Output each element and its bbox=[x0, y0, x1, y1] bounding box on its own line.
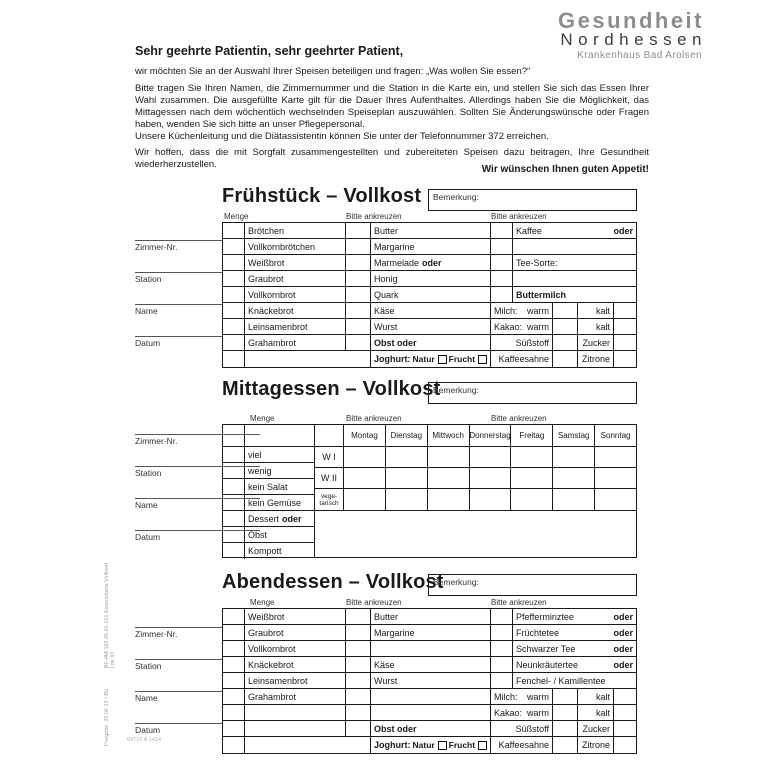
document-code: 64716 A 1414 bbox=[127, 737, 162, 743]
drink-cell bbox=[513, 271, 636, 286]
day-checkbox-cell[interactable] bbox=[553, 468, 595, 488]
spread-cell bbox=[371, 705, 491, 720]
date-label: Datum bbox=[135, 532, 161, 542]
day-checkbox-cell[interactable] bbox=[470, 447, 512, 467]
table-row bbox=[223, 625, 636, 641]
breakfast-check-header-1: Bitte ankreuzen bbox=[346, 212, 402, 221]
checkbox-cell[interactable] bbox=[491, 287, 513, 302]
dinner-check-header-1: Bitte ankreuzen bbox=[346, 598, 402, 607]
breakfast-remark-box[interactable] bbox=[428, 189, 637, 211]
lunch-table bbox=[222, 424, 637, 558]
salutation: Sehr geehrte Patientin, sehr geehrter Patient, bbox=[135, 44, 404, 58]
checkbox-cell[interactable] bbox=[491, 641, 513, 656]
quantity-cell[interactable] bbox=[223, 223, 245, 238]
checkbox-cell[interactable] bbox=[491, 271, 513, 286]
amount-cell: kein Gemüse bbox=[248, 497, 302, 508]
bread-cell bbox=[245, 705, 346, 720]
spread-cell: Butter bbox=[371, 223, 491, 238]
spread-cell: Obst oder bbox=[371, 721, 491, 736]
station-label: Station bbox=[135, 468, 162, 478]
document-side-note: Freigabe: 20.06.13 / BU bbox=[104, 688, 110, 746]
day-checkbox-cell[interactable] bbox=[344, 489, 386, 511]
table-row bbox=[223, 721, 636, 737]
checkbox-cell[interactable] bbox=[614, 303, 636, 318]
station-label: Station bbox=[135, 274, 162, 284]
checkbox-cell[interactable] bbox=[223, 543, 245, 559]
spread-cell: Käse bbox=[371, 657, 491, 672]
checkbox-cell[interactable] bbox=[346, 609, 371, 624]
checkbox-cell[interactable] bbox=[491, 255, 513, 270]
dinner-title: Abendessen – Vollkost bbox=[222, 571, 444, 593]
checkbox-cell[interactable] bbox=[223, 495, 245, 510]
quantity-cell[interactable] bbox=[223, 705, 245, 720]
quantity-cell[interactable] bbox=[223, 239, 245, 254]
bread-cell: Knäckebrot bbox=[245, 303, 346, 318]
amount-cell: kein Salat bbox=[248, 481, 288, 492]
table-row bbox=[223, 609, 636, 625]
spread-cell: Margarine bbox=[371, 239, 491, 254]
drink-cell: Kaffee oder bbox=[516, 225, 633, 236]
checkbox-cell[interactable] bbox=[553, 737, 578, 753]
empty-cell bbox=[245, 425, 314, 446]
option-label-cell: Milch: warm bbox=[491, 689, 553, 704]
logo-line-nordhessen: Nordhessen bbox=[560, 30, 707, 49]
drink-cell: Pfefferminztee oder bbox=[516, 611, 633, 622]
quantity-cell[interactable] bbox=[223, 673, 245, 688]
hospital-logo bbox=[557, 8, 707, 61]
breakfast-remark-label: Bemerkung: bbox=[433, 192, 479, 202]
dinner-table bbox=[222, 608, 637, 754]
day-checkbox-cell[interactable] bbox=[428, 468, 470, 488]
spread-cell: Honig bbox=[371, 271, 491, 286]
dinner-remark-box[interactable] bbox=[428, 574, 637, 596]
drink-cell: Tee-Sorte: bbox=[516, 257, 558, 268]
table-row bbox=[223, 657, 636, 673]
spread-cell: Margarine bbox=[371, 625, 491, 640]
table-row bbox=[223, 351, 636, 367]
bread-cell: Graubrot bbox=[245, 271, 346, 286]
bread-cell: Knäckebrot bbox=[245, 657, 346, 672]
spread-cell: Wurst bbox=[371, 673, 491, 688]
spread-cell: Butter bbox=[371, 609, 491, 624]
bread-cell: Grahambrot bbox=[245, 335, 346, 350]
checkbox-cell[interactable] bbox=[346, 223, 371, 238]
spread-cell: Wurst bbox=[371, 319, 491, 334]
checkbox-cell[interactable] bbox=[614, 351, 636, 367]
checkbox-cell[interactable] bbox=[614, 737, 636, 753]
weekday-header-row bbox=[315, 425, 636, 447]
table-row bbox=[223, 287, 636, 303]
table-row bbox=[223, 239, 636, 255]
table-row bbox=[223, 641, 636, 657]
option-label-cell: Zitrone bbox=[578, 737, 614, 753]
bread-cell: Leinsamenbrot bbox=[245, 673, 346, 688]
table-row bbox=[223, 255, 636, 271]
checkbox-icon[interactable] bbox=[438, 355, 447, 364]
checkbox-cell[interactable] bbox=[491, 223, 513, 238]
day-checkbox-cell[interactable] bbox=[470, 468, 512, 488]
bread-cell: Vollkornbrot bbox=[245, 287, 346, 302]
dessert-cell: Obst bbox=[248, 529, 268, 540]
lunch-check-header-1: Bitte ankreuzen bbox=[346, 414, 402, 423]
checkbox-cell[interactable] bbox=[346, 657, 371, 672]
option-label-cell: kalt bbox=[578, 705, 614, 720]
day-checkbox-cell[interactable] bbox=[595, 447, 636, 467]
room-label: Zimmer-Nr. bbox=[135, 629, 178, 639]
drink-cell: Früchtetee oder bbox=[516, 627, 633, 638]
logo-subtitle: Krankenhaus Bad Arolsen bbox=[577, 50, 702, 61]
bread-cell bbox=[245, 721, 346, 736]
checkbox-cell[interactable] bbox=[346, 287, 371, 302]
quantity-cell[interactable] bbox=[223, 737, 245, 753]
checkbox-cell[interactable] bbox=[491, 657, 513, 672]
table-row bbox=[223, 479, 314, 495]
checkbox-cell[interactable] bbox=[491, 673, 513, 688]
option-label-cell: kalt bbox=[578, 689, 614, 704]
quantity-cell[interactable] bbox=[223, 625, 245, 640]
breakfast-title: Frühstück – Vollkost bbox=[222, 185, 422, 207]
dinner-menge-header: Menge bbox=[250, 598, 275, 607]
option-label-cell: Süßstoff bbox=[491, 335, 553, 350]
quantity-cell[interactable] bbox=[223, 335, 245, 350]
quantity-cell[interactable] bbox=[223, 721, 245, 736]
table-row bbox=[223, 527, 314, 543]
name-label: Name bbox=[135, 306, 158, 316]
quantity-cell[interactable] bbox=[223, 641, 245, 656]
checkbox-cell[interactable] bbox=[346, 271, 371, 286]
day-checkbox-cell[interactable] bbox=[511, 489, 553, 511]
drink-cell: Neunkräutertee oder bbox=[516, 659, 633, 670]
table-row bbox=[223, 495, 314, 511]
day-checkbox-cell[interactable] bbox=[386, 447, 428, 467]
lunch-week-grid bbox=[315, 425, 636, 511]
dessert-cell: Kompott bbox=[248, 546, 282, 556]
spread-cell: Käse bbox=[371, 303, 491, 318]
quantity-cell[interactable] bbox=[223, 689, 245, 704]
weekday-header: Freitag bbox=[511, 425, 553, 446]
option-label-cell: Zitrone bbox=[578, 351, 614, 367]
breakfast-menge-header: Menge bbox=[224, 212, 249, 221]
table-row bbox=[223, 303, 636, 319]
lunch-check-header-2: Bitte ankreuzen bbox=[491, 414, 547, 423]
station-label: Station bbox=[135, 661, 162, 671]
option-label-cell: Kakao: warm bbox=[491, 705, 553, 720]
weekday-header: Donnerstag bbox=[470, 425, 512, 446]
date-label: Datum bbox=[135, 338, 161, 348]
date-label: Datum bbox=[135, 725, 161, 735]
table-row bbox=[223, 223, 636, 239]
lunch-remark-box[interactable] bbox=[428, 382, 637, 404]
spread-cell bbox=[371, 641, 491, 656]
dinner-remark-label: Bemerkung: bbox=[433, 577, 479, 587]
checkbox-cell[interactable] bbox=[346, 239, 371, 254]
amount-cell: wenig bbox=[248, 465, 272, 476]
drink-cell: Buttermilch bbox=[516, 289, 567, 300]
table-row bbox=[223, 447, 314, 463]
bread-cell: Vollkornbrötchen bbox=[245, 239, 346, 254]
option-label-cell: Milch: warm bbox=[491, 303, 553, 318]
table-row bbox=[223, 463, 314, 479]
table-row bbox=[223, 425, 314, 447]
lunch-menge-header: Menge bbox=[250, 414, 275, 423]
day-checkbox-cell[interactable] bbox=[511, 447, 553, 467]
table-row bbox=[223, 673, 636, 689]
checkbox-cell[interactable] bbox=[491, 609, 513, 624]
quantity-cell[interactable] bbox=[223, 351, 245, 367]
table-row bbox=[223, 705, 636, 721]
option-label-cell: Kakao: warm bbox=[491, 319, 553, 334]
checkbox-cell[interactable] bbox=[553, 721, 578, 736]
checkbox-cell[interactable] bbox=[553, 303, 578, 318]
checkbox-icon[interactable] bbox=[438, 741, 447, 750]
checkbox-cell[interactable] bbox=[614, 319, 636, 334]
dessert-cell: Dessert oder bbox=[248, 513, 302, 524]
option-label-cell: Zucker bbox=[578, 335, 614, 350]
checkbox-cell[interactable] bbox=[614, 705, 636, 720]
empty-cell bbox=[245, 351, 371, 367]
wishes-paragraph: Wir hoffen, dass die mit Sorgfalt zusammengestellten und zubereiteten Speisen dazu beitragen, Ihre Gesundheit wiederherzustellen. bbox=[135, 147, 649, 170]
menu-label: vege- tarisch bbox=[315, 489, 344, 511]
joghurt-cell: Joghurt: Natur Frucht bbox=[371, 737, 491, 753]
checkbox-cell[interactable] bbox=[346, 303, 371, 318]
day-checkbox-cell[interactable] bbox=[511, 468, 553, 488]
lunch-amount-column bbox=[223, 425, 315, 557]
option-label-cell: Zucker bbox=[578, 721, 614, 736]
menu-row-w2 bbox=[315, 468, 636, 489]
checkbox-cell[interactable] bbox=[346, 641, 371, 656]
bread-cell: Graubrot bbox=[245, 625, 346, 640]
quantity-cell[interactable] bbox=[223, 255, 245, 270]
weekday-header: Dienstag bbox=[386, 425, 428, 446]
spread-cell bbox=[371, 689, 491, 704]
empty-cell bbox=[315, 425, 344, 446]
day-checkbox-cell[interactable] bbox=[428, 489, 470, 511]
table-row bbox=[223, 335, 636, 351]
logo-line-gesundheit: Gesundheit bbox=[557, 8, 704, 33]
table-row bbox=[223, 737, 636, 753]
amount-cell: viel bbox=[248, 449, 262, 460]
spread-cell: Obst oder bbox=[371, 335, 491, 350]
drink-cell bbox=[513, 239, 636, 254]
checkbox-cell[interactable] bbox=[346, 705, 371, 720]
checkbox-cell[interactable] bbox=[346, 335, 371, 350]
option-label-cell: kalt bbox=[578, 303, 614, 318]
bread-cell: Weißbrot bbox=[245, 255, 346, 270]
weekday-header: Mittwoch bbox=[428, 425, 470, 446]
checkbox-cell[interactable] bbox=[223, 479, 245, 494]
option-label-cell: Kaffeesahne bbox=[491, 351, 553, 367]
table-row bbox=[223, 689, 636, 705]
day-checkbox-cell[interactable] bbox=[470, 489, 512, 511]
breakfast-check-header-2: Bitte ankreuzen bbox=[491, 212, 547, 221]
checkbox-cell[interactable] bbox=[223, 447, 245, 462]
checkbox-cell[interactable] bbox=[614, 335, 636, 350]
empty-cell bbox=[245, 737, 371, 753]
drink-cell: Schwarzer Tee oder bbox=[516, 643, 633, 654]
checkbox-cell[interactable] bbox=[614, 721, 636, 736]
quantity-cell[interactable] bbox=[223, 319, 245, 334]
option-label-cell: Süßstoff bbox=[491, 721, 553, 736]
day-checkbox-cell[interactable] bbox=[386, 468, 428, 488]
checkbox-cell[interactable] bbox=[553, 335, 578, 350]
checkbox-cell[interactable] bbox=[346, 673, 371, 688]
room-label: Zimmer-Nr. bbox=[135, 242, 178, 252]
menu-label: W I bbox=[315, 447, 344, 467]
option-label-cell: kalt bbox=[578, 319, 614, 334]
checkbox-cell[interactable] bbox=[491, 239, 513, 254]
bread-cell: Brötchen bbox=[245, 223, 346, 238]
menu-row-w1 bbox=[315, 447, 636, 468]
checkbox-cell[interactable] bbox=[346, 721, 371, 736]
day-checkbox-cell[interactable] bbox=[428, 447, 470, 467]
spread-cell: Marmelade oder bbox=[371, 255, 491, 270]
checkbox-cell[interactable] bbox=[553, 319, 578, 334]
checkbox-cell[interactable] bbox=[223, 527, 245, 542]
quantity-cell[interactable] bbox=[223, 657, 245, 672]
drink-cell: Fenchel- / Kamillentee bbox=[516, 675, 606, 686]
checkbox-icon[interactable] bbox=[478, 741, 487, 750]
day-checkbox-cell[interactable] bbox=[595, 468, 636, 488]
quantity-cell[interactable] bbox=[223, 609, 245, 624]
intro-paragraph: wir möchten Sie an der Auswahl Ihrer Speisen beteiligen und fragen: „Was wollen Sie essen?“ bbox=[135, 66, 531, 77]
weekday-header: Sonntag bbox=[600, 431, 631, 440]
quantity-cell[interactable] bbox=[223, 271, 245, 286]
table-row bbox=[223, 271, 636, 287]
breakfast-table bbox=[222, 222, 637, 368]
weekday-header: Samstag bbox=[553, 425, 595, 446]
menu-label: W II bbox=[315, 468, 344, 488]
table-row bbox=[223, 319, 636, 335]
table-row bbox=[223, 543, 314, 559]
menu-row-vegetarian bbox=[315, 489, 636, 511]
name-label: Name bbox=[135, 500, 158, 510]
instructions-paragraph: Bitte tragen Sie Ihren Namen, die Zimmernummer und die Station in die Karte ein, und stellen Sie sich das Essen Ihrer Wahl zusammen. Die ausgefüllte Karte gilt für die Dauer Ihres Aufenthaltes. Allerdings haben Sie die Möglichkeit, das Mittagessen nach dem wöchentlich wechselnden Speiseplan auszuwählen. Sollten Sie Änderungswünsche oder Fragen haben, wenden Sie sich bitte an unser Pflegepersonal. bbox=[135, 83, 649, 130]
closing-line: Wir wünschen Ihnen guten Appetit! bbox=[481, 164, 649, 175]
empty-cell bbox=[223, 425, 245, 446]
day-checkbox-cell[interactable] bbox=[344, 447, 386, 467]
lunch-remark-label: Bemerkung: bbox=[433, 385, 479, 395]
spread-cell: Quark bbox=[371, 287, 491, 302]
bread-cell: Grahambrot bbox=[245, 689, 346, 704]
weekday-header: Montag bbox=[344, 425, 386, 446]
room-label: Zimmer-Nr. bbox=[135, 436, 178, 446]
checkbox-cell[interactable] bbox=[553, 705, 578, 720]
table-row bbox=[223, 511, 314, 527]
quantity-cell[interactable] bbox=[223, 303, 245, 318]
document-side-note: BF-IAA 102.06.01-101 Essenskarte Vollkost Lite 03 bbox=[104, 562, 116, 668]
checkbox-cell[interactable] bbox=[614, 689, 636, 704]
bread-cell: Leinsamenbrot bbox=[245, 319, 346, 334]
quantity-cell[interactable] bbox=[223, 287, 245, 302]
name-label: Name bbox=[135, 693, 158, 703]
checkbox-cell[interactable] bbox=[553, 351, 578, 367]
joghurt-cell: Joghurt: Natur Frucht bbox=[371, 351, 491, 367]
checkbox-cell[interactable] bbox=[346, 255, 371, 270]
bread-cell: Weißbrot bbox=[245, 609, 346, 624]
checkbox-icon[interactable] bbox=[478, 355, 487, 364]
checkbox-cell[interactable] bbox=[553, 689, 578, 704]
checkbox-cell[interactable] bbox=[491, 625, 513, 640]
option-label-cell: Kaffeesahne bbox=[491, 737, 553, 753]
dinner-check-header-2: Bitte ankreuzen bbox=[491, 598, 547, 607]
phone-paragraph: Unsere Küchenleitung und die Diätassistentin können Sie unter der Telefonnummer 372 erreichen. bbox=[135, 131, 549, 142]
checkbox-cell[interactable] bbox=[346, 625, 371, 640]
day-checkbox-cell[interactable] bbox=[553, 489, 595, 511]
bread-cell: Vollkornbrot bbox=[245, 641, 346, 656]
lunch-title: Mittagessen – Vollkost bbox=[222, 378, 441, 400]
checkbox-cell[interactable] bbox=[223, 463, 245, 478]
day-checkbox-cell[interactable] bbox=[386, 489, 428, 511]
day-checkbox-cell[interactable] bbox=[595, 489, 636, 511]
checkbox-cell[interactable] bbox=[346, 689, 371, 704]
checkbox-cell[interactable] bbox=[223, 511, 245, 526]
checkbox-cell[interactable] bbox=[346, 319, 371, 334]
day-checkbox-cell[interactable] bbox=[344, 468, 386, 488]
day-checkbox-cell[interactable] bbox=[553, 447, 595, 467]
